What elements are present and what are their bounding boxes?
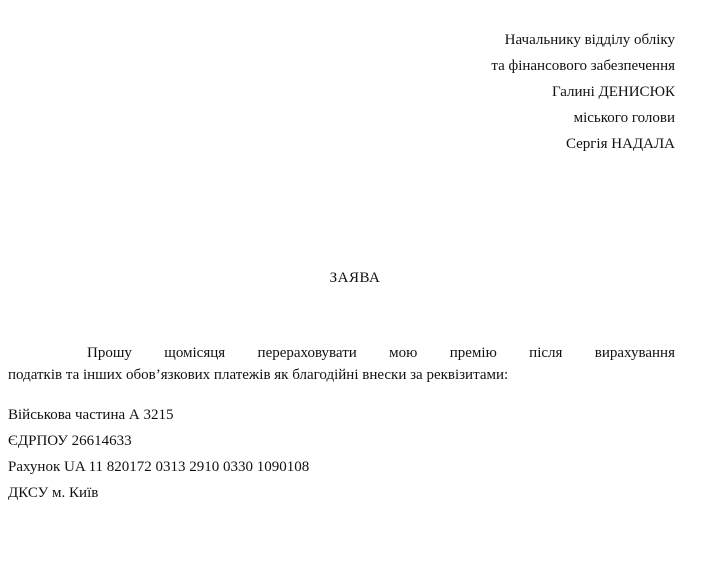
addressee-line-sender: Сергія НАДАЛА xyxy=(565,136,675,152)
account-number: Рахунок UA 11 820172 0313 2910 0330 1090108 xyxy=(8,459,310,475)
addressee-line-position: Начальнику відділу обліку xyxy=(504,32,675,48)
payment-details xyxy=(8,402,309,506)
request-paragraph xyxy=(8,342,675,386)
document-title: ЗАЯВА xyxy=(329,270,381,286)
request-line-2: податків та інших обов’язкових платежів як благодійні внески за реквізитами: xyxy=(8,367,509,383)
treasury-name: ДКСУ м. Київ xyxy=(8,485,99,501)
request-line-1: Прошу щомісяця перераховувати мою премію після вирахування xyxy=(87,345,675,361)
addressee-line-department: та фінансового забезпечення xyxy=(491,58,675,74)
addressee-block xyxy=(491,27,675,157)
addressee-line-recipient: Галині ДЕНИСЮК xyxy=(551,84,675,100)
military-unit: Військова частина А 3215 xyxy=(8,407,174,423)
edrpou-code: ЄДРПОУ 26614633 xyxy=(8,433,132,449)
addressee-line-from-title: міського голови xyxy=(573,110,675,126)
